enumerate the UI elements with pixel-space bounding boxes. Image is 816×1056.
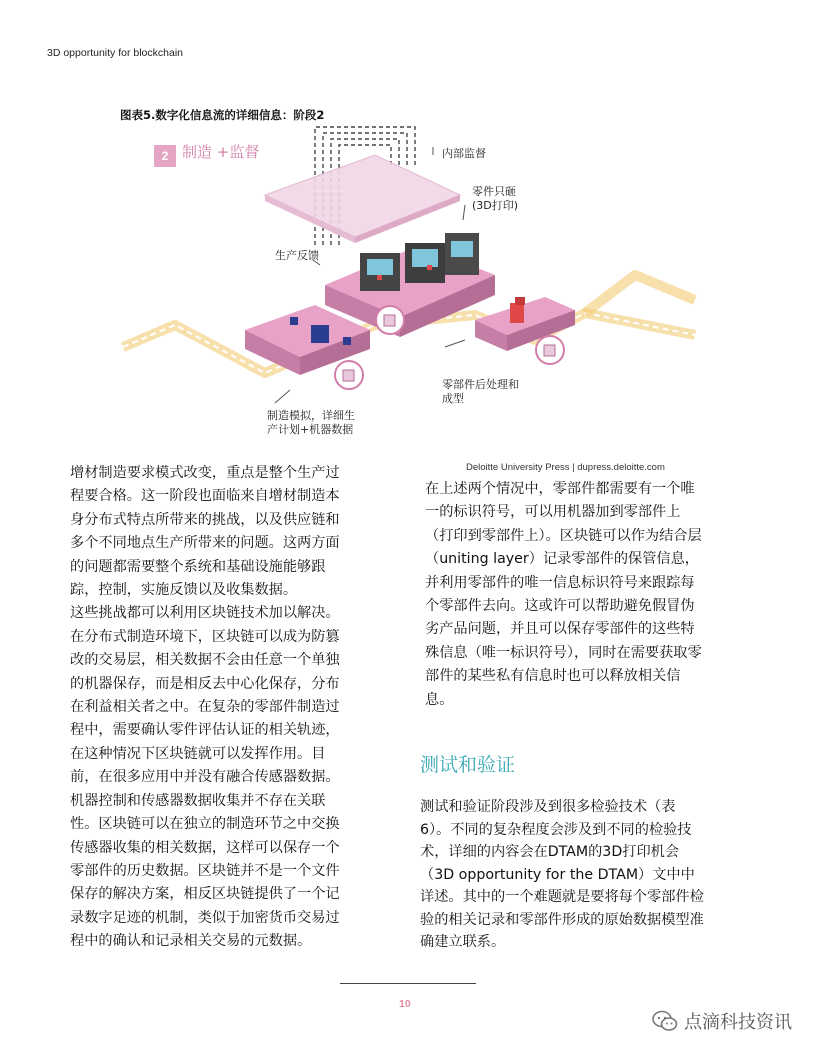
page-number: 10 bbox=[399, 998, 411, 1010]
stage-title: 制造 +监督 bbox=[182, 143, 260, 161]
watermark-text: 点滴科技资讯 bbox=[684, 1012, 792, 1033]
paragraph: 增材制造要求模式改变，重点是整个生产过程要合格。这一阶段也面临来自增材制造本身分布式特点所带来的挑战，以及供应链和多个不同地点生产所带来的问题。这两方面的问题都需要整个系统和基础设施能够跟踪，控制，实施反馈以及收集数据。 bbox=[70, 465, 340, 599]
label-simulation bbox=[267, 409, 355, 437]
left-column bbox=[70, 462, 350, 954]
stage-number-badge: 2 bbox=[154, 145, 176, 167]
figure-illustration bbox=[115, 125, 705, 465]
section-body bbox=[420, 796, 705, 954]
section-heading: 测试和验证 bbox=[420, 754, 516, 776]
label-post-processing-line1: 零部件后处理和 bbox=[442, 378, 519, 391]
label-post-processing-line2: 成型 bbox=[442, 392, 464, 405]
paragraph: 这些挑战都可以利用区块链技术加以解决。在分布式制造环境下，区块链可以成为防篡改的交易层，相关数据不会由任意一个单独的机器保存，而是相反去中心化保存，分布在利益相关者之中。在复杂的零部件制造过程中，需要确认零件评估认证的相关轨迹，在这种情况下区块链就可以发挥作用。目前，在很多应用中并没有融合传感器数据。机器控制和传感器数据收集并不存在关联性。区块链可以在独立的制造环节之中交换传感器收集的相关数据，这样可以保存一个零部件的历史数据。区块链并不是一个文件保存的解决方案，相反区块链提供了一个记录数字足迹的机制，类似于加密货币交易过程中的确认和记录相关交易的元数据。 bbox=[70, 605, 340, 950]
label-simulation-line1: 制造模拟，详细生 bbox=[267, 409, 355, 422]
footer-rule bbox=[340, 983, 476, 984]
label-post-processing bbox=[442, 378, 519, 406]
watermark bbox=[652, 1008, 792, 1034]
paragraph: 测试和验证阶段涉及到很多检验技术（表6）。不同的复杂程度会涉及到不同的检验技术，详细的内容会在DTAM的3D打印机会（3D opportunity for the DTAM）文中中详述。其中的一个难题就是要将每个零部件检验的相关记录和零部件形成的原始数据模型准确建立联系。 bbox=[420, 799, 704, 950]
figure-source: Deloitte University Press | dupress.deloitte.com bbox=[466, 462, 665, 473]
paragraph: 在上述两个情况中，零部件都需要有一个唯一的标识符号，可以用机器加到零部件上（打印到零部件上）。区块链可以作为结合层（uniting layer）记录零部件的保管信息，并利用零部件的唯一信息标识符号来跟踪每个零部件去向。这或许可以帮助避免假冒伪劣产品问题，并且可以保存零部件的这些特殊信息（唯一标识符号），同时在需要获取零部件的某些私有信息时也可以释放相关信息。 bbox=[425, 481, 702, 708]
running-header: 3D opportunity for blockchain bbox=[47, 47, 183, 59]
label-parts-printing-line1: 零件只砸 bbox=[472, 185, 516, 198]
figure-title: 图表5.数字化信息流的详细信息：阶段2 bbox=[120, 108, 325, 122]
process-diagram bbox=[115, 125, 705, 465]
oversight-plane bbox=[265, 155, 460, 237]
label-simulation-line2: 产计划+机器数据 bbox=[267, 423, 354, 436]
label-internal-oversight: 内部监督 bbox=[442, 147, 486, 160]
right-platform bbox=[475, 297, 575, 364]
label-parts-printing-line2: (3D打印) bbox=[472, 199, 519, 212]
right-column bbox=[425, 478, 707, 712]
wechat-icon bbox=[652, 1010, 678, 1032]
label-production-feedback: 生产反馈 bbox=[275, 249, 319, 262]
label-parts-printing bbox=[472, 185, 518, 213]
